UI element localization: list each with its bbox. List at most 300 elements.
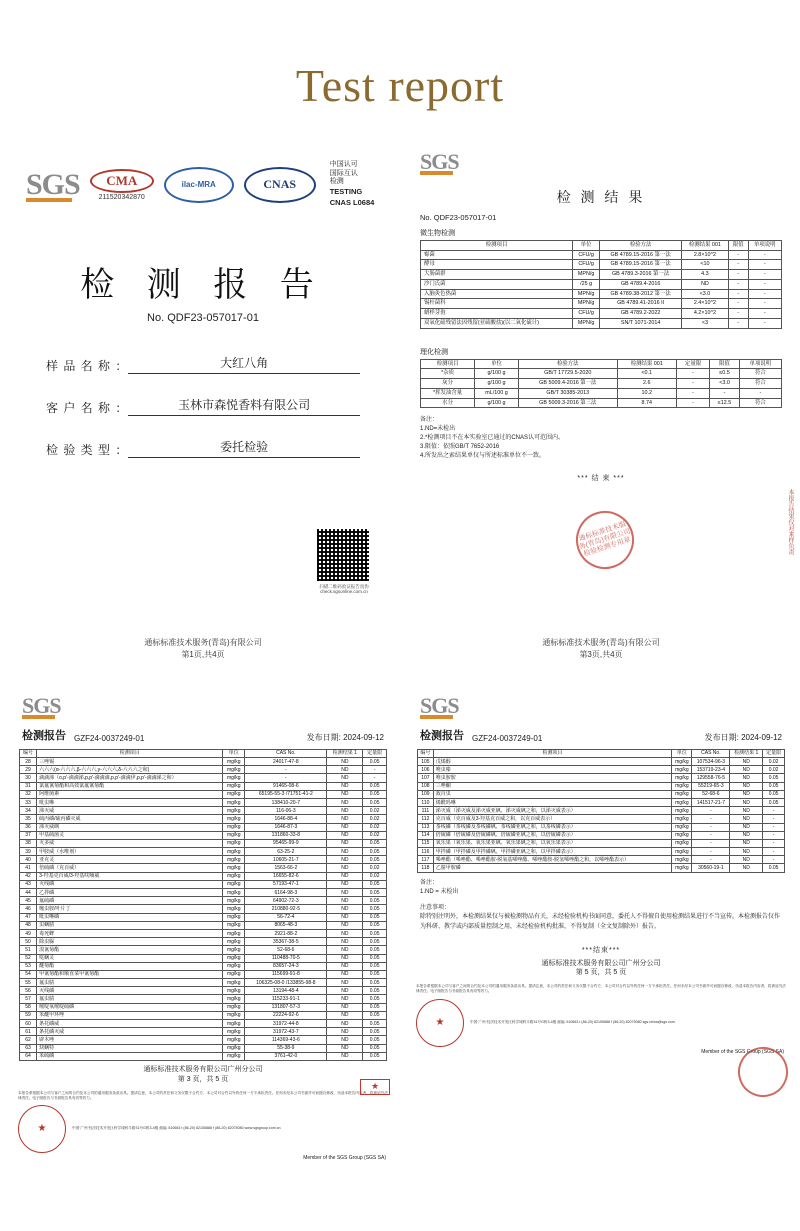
table-cell: 106325-08-0 /133855-98-8 bbox=[245, 979, 327, 987]
table-cell: 35367-38-5 bbox=[245, 938, 327, 946]
table-cell: MPN/g bbox=[573, 318, 600, 328]
table-cell: 30560-19-1 bbox=[692, 864, 730, 872]
table-cell: 吡虫啉磷 bbox=[37, 913, 223, 921]
qr-code-block[interactable] bbox=[316, 528, 372, 595]
note-line: 1.ND=未检出 bbox=[420, 426, 456, 433]
table-cell: 条托磷灭威 bbox=[37, 1028, 223, 1036]
table-cell: 114 bbox=[418, 831, 434, 839]
table-cell: - bbox=[245, 774, 327, 782]
table-cell: - bbox=[245, 766, 327, 774]
col-header: 单位 bbox=[573, 240, 600, 250]
table-cell: 氯氟氰菊酯和高效氯氟氰菊酯 bbox=[37, 782, 223, 790]
note-line: 4.所发出之索结果单仅与所述标准单位不一致。 bbox=[420, 453, 546, 460]
table-cell: mg/kg bbox=[672, 758, 692, 766]
table-cell: ND bbox=[327, 905, 363, 913]
contact-line: 中国·广州·经济技术开发区科学城科丰路31号G栋3-4楼 邮编: 510663 t (86-20) 82155888 f (86-20) 82075080 sgs.china@sgs.com bbox=[470, 1019, 675, 1024]
table-cell: mg/kg bbox=[223, 880, 245, 888]
table-cell: 符合 bbox=[739, 369, 781, 379]
table-cell: mg/kg bbox=[223, 766, 245, 774]
footer-company: 通标标准技术服务(青岛)有限公司 bbox=[144, 637, 262, 647]
table-cell: - bbox=[676, 379, 710, 389]
table-cell: ND bbox=[327, 913, 363, 921]
table-cell: ND bbox=[327, 815, 363, 823]
table-cell: 49 bbox=[20, 929, 37, 937]
table-cell: 氟虫腈 bbox=[37, 979, 223, 987]
table-cell: mg/kg bbox=[223, 848, 245, 856]
table-cell: 95465-99-9 bbox=[245, 839, 327, 847]
table-cell: 乙腈甲胺磷 bbox=[433, 864, 672, 872]
table-cell: 涕灭威 bbox=[37, 807, 223, 815]
red-star-mark: ★ bbox=[360, 1079, 390, 1095]
table-cell: 阿维菌素 bbox=[37, 790, 223, 798]
table-cell: - bbox=[728, 289, 748, 299]
table-cell: 三唑锡 bbox=[37, 758, 223, 766]
table-cell: 除虫脲 bbox=[37, 938, 223, 946]
table-row bbox=[421, 379, 782, 389]
table-row bbox=[418, 815, 785, 823]
table-cell: 亚克灵 bbox=[37, 856, 223, 864]
table-cell: 灭线磷 bbox=[37, 987, 223, 995]
qr-caption: 扫描二维码验证报告真伪 check.sgsonline.com.cn bbox=[319, 584, 369, 595]
report-label: 检测报告 bbox=[22, 729, 66, 742]
table-cell: <3 bbox=[682, 318, 729, 328]
table-cell: ND bbox=[327, 880, 363, 888]
table-cell: 入脑灸色热菌 bbox=[421, 289, 573, 299]
table-cell: ND bbox=[730, 864, 763, 872]
table-cell: 0.05 bbox=[363, 921, 387, 929]
table-cell: 0.05 bbox=[363, 987, 387, 995]
table-cell: - bbox=[748, 250, 781, 260]
table-cell: 0.05 bbox=[763, 782, 785, 790]
table-cell: 涕灭威砜 bbox=[37, 823, 223, 831]
field-value: 大红八角 bbox=[128, 354, 360, 374]
table-cell: mg/kg bbox=[672, 774, 692, 782]
table-row bbox=[20, 962, 387, 970]
table-cell: - bbox=[728, 318, 748, 328]
table-cell: 苯硫磷 bbox=[37, 1052, 223, 1060]
report-number: No. QDF23-057017-01 bbox=[420, 212, 497, 222]
table-cell: 乙拌磷 bbox=[37, 889, 223, 897]
table-cell: ND bbox=[327, 1036, 363, 1044]
table-cell: 131807-57-3 bbox=[245, 1003, 327, 1011]
table-cell: 0.05 bbox=[363, 913, 387, 921]
table-cell: 35 bbox=[20, 815, 37, 823]
table-cell: 42 bbox=[20, 872, 37, 880]
table-cell: 39 bbox=[20, 848, 37, 856]
table-cell: 52-68-6 bbox=[692, 790, 730, 798]
microbiology-table bbox=[420, 240, 782, 329]
table-row bbox=[20, 1020, 387, 1028]
table-cell: 114369-43-6 bbox=[245, 1036, 327, 1044]
field-client-name bbox=[46, 396, 360, 416]
table-cell: - bbox=[692, 839, 730, 847]
table-row bbox=[418, 839, 785, 847]
table-cell: 大肠菌群 bbox=[421, 270, 573, 280]
table-cell: ND bbox=[730, 815, 763, 823]
table-row bbox=[421, 299, 782, 309]
sgs-member-line: Member of the SGS Group (SGS SA) bbox=[701, 1048, 784, 1055]
table-cell: mg/kg bbox=[672, 848, 692, 856]
table-cell: <3.0 bbox=[682, 289, 729, 299]
table-cell: mg/kg bbox=[223, 823, 245, 831]
table-cell: 61 bbox=[20, 1028, 37, 1036]
company-seal: ★ bbox=[18, 1105, 66, 1153]
report-heading: 检 测 报 告 bbox=[80, 266, 326, 304]
table-cell: 110 bbox=[418, 798, 434, 806]
col-header: CAS No. bbox=[245, 749, 327, 757]
table-cell: 31972-43-7 bbox=[245, 1028, 327, 1036]
table-cell: mg/kg bbox=[223, 758, 245, 766]
table-cell: - bbox=[363, 774, 387, 782]
table-row bbox=[20, 807, 387, 815]
table-cell: 吡虫啉 bbox=[37, 798, 223, 806]
table-cell: 131860-33-8 bbox=[245, 831, 327, 839]
field-label: 客 户 名 称 ： bbox=[46, 400, 129, 415]
table-row bbox=[20, 774, 387, 782]
table-cell: mg/kg bbox=[223, 938, 245, 946]
col-header: 单位 bbox=[223, 749, 245, 757]
table-cell: g/100 g bbox=[475, 379, 519, 389]
table-row bbox=[418, 856, 785, 864]
table-row bbox=[418, 782, 785, 790]
table-cell: ND bbox=[327, 929, 363, 937]
table-row bbox=[20, 1003, 387, 1011]
table-cell: 55 bbox=[20, 979, 37, 987]
table-cell: - bbox=[692, 815, 730, 823]
attention-line: 除特别注明外，本检测结果仅与被检测物品有关，未经检验机构书面同意，委托人不得擅自使用检测结果进行不当宣传。本检测报告仅作为科研、教学或内部质量控制之用，未经检验机构批准，不得复制（全文复制除外）报告。 bbox=[420, 914, 781, 930]
table-row bbox=[20, 823, 387, 831]
table-cell: 氟虫腈 bbox=[37, 995, 223, 1003]
table-row bbox=[20, 921, 387, 929]
table-cell: GB 4789.2-2022 bbox=[600, 309, 682, 319]
contact-line: 中国·广州·经济技术开发区科学城科丰路31号G栋3-4楼 邮编: 510663 t (86-20) 82155888 f (86-20) 82075080 www.sgsgroup.com.cn bbox=[72, 1126, 281, 1131]
col-header: 检测项目 bbox=[37, 749, 223, 757]
table-cell: ND bbox=[327, 848, 363, 856]
table-cell: - bbox=[763, 839, 785, 847]
table-cell: - bbox=[728, 279, 748, 289]
table-cell: 13194-48-4 bbox=[245, 987, 327, 995]
table-cell: ND bbox=[730, 856, 763, 864]
table-cell: - bbox=[692, 848, 730, 856]
table-cell: mg/kg bbox=[223, 1011, 245, 1019]
table-cell: 嘧啶氧嘧啶硫磷 bbox=[37, 1003, 223, 1011]
table-cell: 111 bbox=[418, 807, 434, 815]
table-cell: mg/kg bbox=[223, 913, 245, 921]
table-cell: 灰分 bbox=[421, 379, 475, 389]
table-cell: GB 4789.3-2016 第一法 bbox=[600, 270, 682, 280]
table-cell: ND bbox=[327, 995, 363, 1003]
page3-legal-text: 本报告系根据本公司与客户之间的合约及本公司的通用服务条款出具。提请注意，本公司的责任和义务仅限于合约方，本公司对合约以外的任何一方不承担责任。任何未经本公司书面许可而擅自修改、伪造本报告内容者，将被追究法律责任。电子版报告与书面报告具有同等效力。 bbox=[18, 1090, 388, 1100]
footer-pagination: 第 5 页，共 5 页 bbox=[575, 969, 627, 977]
table-cell: 虫螨腈 bbox=[37, 921, 223, 929]
table-cell: 43 bbox=[20, 880, 37, 888]
report-page-3 bbox=[8, 687, 398, 1229]
cnas-text: 中国认可 国际互认 检测 TESTING CNAS L0684 bbox=[329, 160, 375, 207]
table-cell: 65195-55-3 /71751-41-2 bbox=[245, 790, 327, 798]
page3-header bbox=[8, 719, 398, 743]
table-row bbox=[20, 766, 387, 774]
table-cell: mL/100 g bbox=[475, 388, 519, 398]
table-cell: - bbox=[728, 309, 748, 319]
table-cell: - bbox=[728, 270, 748, 280]
footer-company: 通标标准技术服务有限公司广州分公司 bbox=[541, 959, 661, 967]
table-cell: mg/kg bbox=[223, 774, 245, 782]
sgs-logo: SGS bbox=[22, 692, 61, 718]
table-cell: ND bbox=[327, 1020, 363, 1028]
table-cell: CFU/g bbox=[573, 260, 600, 270]
col-header: 限值 bbox=[710, 359, 739, 369]
table-cell: *挥发油含量 bbox=[421, 388, 475, 398]
table-cell: 107 bbox=[418, 774, 434, 782]
table-row bbox=[20, 938, 387, 946]
table-cell: ND bbox=[327, 872, 363, 880]
table-cell: mg/kg bbox=[223, 839, 245, 847]
col-header: 定量限 bbox=[676, 359, 710, 369]
table-cell: 46 bbox=[20, 905, 37, 913]
table-cell: 0.05 bbox=[363, 995, 387, 1003]
table-row bbox=[418, 798, 785, 806]
table-cell: ND bbox=[730, 823, 763, 831]
field-sample-name bbox=[46, 354, 360, 374]
page-title: Test report bbox=[295, 59, 505, 111]
table-cell: GB 4789.15-2016 第一法 bbox=[600, 250, 682, 260]
table-cell: mg/kg bbox=[672, 839, 692, 847]
table-cell: 62 bbox=[20, 1036, 37, 1044]
table-cell: 56-72-4 bbox=[245, 913, 327, 921]
table-cell: 0.05 bbox=[363, 946, 387, 954]
table-cell: - bbox=[710, 388, 739, 398]
table-cell: ND bbox=[327, 1003, 363, 1011]
table-cell: 33 bbox=[20, 798, 37, 806]
table-cell: 条托磷威 bbox=[37, 1020, 223, 1028]
table-cell: 0.05 bbox=[363, 848, 387, 856]
table-cell: 57193-47-1 bbox=[245, 880, 327, 888]
field-label: 检 验 类 型 ： bbox=[46, 442, 129, 457]
table-cell: - bbox=[748, 279, 781, 289]
table-cell: mg/kg bbox=[223, 995, 245, 1003]
table-cell: ND bbox=[327, 1028, 363, 1036]
table-cell: 50 bbox=[20, 938, 37, 946]
table-cell: 0.05 bbox=[363, 758, 387, 766]
table-cell: 符合 bbox=[739, 379, 781, 389]
table-cell: 蜡样芽孢 bbox=[421, 309, 573, 319]
table-cell: 灭多威 bbox=[37, 839, 223, 847]
table-cell: mg/kg bbox=[223, 1003, 245, 1011]
table-cell: mg/kg bbox=[672, 831, 692, 839]
table-cell: 3761-42-0 bbox=[245, 1052, 327, 1060]
table-cell: 0.05 bbox=[363, 1028, 387, 1036]
sgs-logo: SGS bbox=[420, 692, 459, 718]
table-cell: ND bbox=[327, 856, 363, 864]
table-cell: mg/kg bbox=[672, 766, 692, 774]
table-cell: 59 bbox=[20, 1011, 37, 1019]
table-cell: CFU/g bbox=[573, 250, 600, 260]
table-row bbox=[20, 848, 387, 856]
table-cell: mg/kg bbox=[223, 954, 245, 962]
table-cell: mg/kg bbox=[223, 979, 245, 987]
table-cell: 水分 bbox=[421, 398, 475, 408]
table-cell: 酵母 bbox=[421, 260, 573, 270]
table-cell: 116 bbox=[418, 848, 434, 856]
table-cell: 118 bbox=[418, 864, 434, 872]
table-cell: 48 bbox=[20, 921, 37, 929]
table-cell: 141517-21-7 bbox=[692, 798, 730, 806]
table-cell: 37 bbox=[20, 831, 37, 839]
qr-code-icon[interactable] bbox=[316, 528, 370, 582]
issue-date: 发布日期: 2024-09-12 bbox=[306, 732, 384, 742]
table-cell: mg/kg bbox=[223, 970, 245, 978]
table-row bbox=[421, 398, 782, 408]
table-cell: 0.02 bbox=[363, 815, 387, 823]
table-row bbox=[418, 807, 785, 815]
table-cell: 唯虫嗪 bbox=[433, 766, 672, 774]
table-row bbox=[20, 880, 387, 888]
table-cell: 灭线磷 bbox=[37, 880, 223, 888]
table-cell: ND bbox=[327, 766, 363, 774]
table-cell: ND bbox=[730, 807, 763, 815]
table-cell: 115 bbox=[418, 839, 434, 847]
table-cell: 52 bbox=[20, 954, 37, 962]
table-cell: 47 bbox=[20, 913, 37, 921]
table-cell: - bbox=[748, 309, 781, 319]
table-cell: 41 bbox=[20, 864, 37, 872]
table-cell: mg/kg bbox=[223, 782, 245, 790]
table-header-row bbox=[418, 749, 785, 757]
table-row bbox=[20, 905, 387, 913]
col-header: 检测项目 bbox=[421, 240, 573, 250]
table-cell: ND bbox=[327, 790, 363, 798]
table-cell: 8065-48-3 bbox=[245, 921, 327, 929]
table-cell: 0.02 bbox=[763, 758, 785, 766]
table-cell: 戊烯醇 bbox=[433, 758, 672, 766]
table-cell: mg/kg bbox=[223, 807, 245, 815]
table-cell: 115699-91-8 bbox=[245, 970, 327, 978]
table-cell: 105 bbox=[418, 758, 434, 766]
page2-notes bbox=[420, 416, 782, 461]
table-row bbox=[20, 1044, 387, 1052]
table-row bbox=[421, 250, 782, 260]
pesticide-table-page4 bbox=[417, 749, 785, 873]
table-cell: mg/kg bbox=[223, 921, 245, 929]
table-cell: ND bbox=[327, 823, 363, 831]
table-cell: 54 bbox=[20, 970, 37, 978]
table-cell: 0.02 bbox=[363, 831, 387, 839]
table-cell: 0.05 bbox=[363, 889, 387, 897]
col-header: 单项说明 bbox=[748, 240, 781, 250]
table-cell: 烯酰吗啉 bbox=[433, 798, 672, 806]
table-cell: 0.05 bbox=[363, 880, 387, 888]
table-row bbox=[20, 946, 387, 954]
table-cell: 锡杆菌科 bbox=[421, 299, 573, 309]
table-cell: 112 bbox=[418, 815, 434, 823]
table-cell: 0.05 bbox=[363, 839, 387, 847]
table-cell: GB 5009.3-2016 第三法 bbox=[518, 398, 617, 408]
col-header: CAS No. bbox=[692, 749, 730, 757]
table-cell: 0.05 bbox=[363, 1011, 387, 1019]
table-cell: 甲拌磷（甲拌磷及甲拌磷砜、甲拌磷亚砜之和，以甲拌磷表示） bbox=[433, 848, 672, 856]
col-header: 检验方法 bbox=[600, 240, 682, 250]
table-cell: 4.3 bbox=[682, 270, 729, 280]
table-row bbox=[421, 388, 782, 398]
table-row bbox=[20, 872, 387, 880]
table-cell: g/100 g bbox=[475, 369, 519, 379]
table-cell: - bbox=[363, 766, 387, 774]
side-red-note: 本报告结果仅对来样负责 bbox=[787, 488, 793, 555]
table-cell: 0.05 bbox=[363, 1044, 387, 1052]
table-cell: 0.05 bbox=[763, 864, 785, 872]
table-cell: 28 bbox=[20, 758, 37, 766]
report-page-1 bbox=[8, 139, 398, 679]
table-cell: - bbox=[763, 856, 785, 864]
table-row bbox=[20, 815, 387, 823]
table-cell: 113 bbox=[418, 823, 434, 831]
table-row bbox=[418, 774, 785, 782]
report-page-2 bbox=[406, 139, 796, 679]
table-cell: ND bbox=[327, 798, 363, 806]
table-cell: mg/kg bbox=[223, 864, 245, 872]
table-row bbox=[20, 913, 387, 921]
table-row bbox=[20, 782, 387, 790]
table-cell: mg/kg bbox=[672, 807, 692, 815]
footer-company: 通标标准技术服务有限公司广州分公司 bbox=[143, 1065, 263, 1073]
page2-footer bbox=[406, 637, 796, 661]
col-header: 单位 bbox=[672, 749, 692, 757]
table-cell: 炔螨特 bbox=[37, 1044, 223, 1052]
table-cell: 110488-70-5 bbox=[245, 954, 327, 962]
table-cell: 1646-87-3 bbox=[245, 823, 327, 831]
col-header: 检测项目 bbox=[421, 359, 475, 369]
col-header: 定量限 bbox=[363, 749, 387, 757]
sgs-logo: SGS bbox=[26, 167, 80, 201]
table-cell: ND bbox=[730, 839, 763, 847]
table-cell: ND bbox=[327, 946, 363, 954]
table-cell: ND bbox=[327, 774, 363, 782]
table-row bbox=[20, 1011, 387, 1019]
notes-title: 备注： bbox=[420, 417, 439, 424]
table-cell: 2.4×10^2 bbox=[682, 299, 729, 309]
table-cell: 0.02 bbox=[363, 823, 387, 831]
table-row bbox=[20, 897, 387, 905]
table-cell: ≤0.5 bbox=[710, 369, 739, 379]
table-row bbox=[418, 758, 785, 766]
table-cell: <0.1 bbox=[617, 369, 676, 379]
ilac-label: ilac-MRA bbox=[164, 167, 234, 203]
table-cell: ND bbox=[327, 839, 363, 847]
col-header: 限值 bbox=[728, 240, 748, 250]
table-cell: 0.02 bbox=[363, 872, 387, 880]
table-cell: - bbox=[748, 260, 781, 270]
table-row bbox=[20, 954, 387, 962]
col-header: 编号 bbox=[20, 749, 37, 757]
table-cell: 3-羟基克百威/3-羟基呋喃威 bbox=[37, 872, 223, 880]
table-cell: ND bbox=[327, 831, 363, 839]
table-cell: 1563-66-2 bbox=[245, 864, 327, 872]
table-cell: ND bbox=[730, 758, 763, 766]
table-cell: ND bbox=[682, 279, 729, 289]
table-cell: mg/kg bbox=[223, 815, 245, 823]
table-cell: ND bbox=[327, 1011, 363, 1019]
page3-footer bbox=[8, 1065, 398, 1085]
table-cell: ND bbox=[327, 987, 363, 995]
table-row bbox=[20, 758, 387, 766]
table-cell: ND bbox=[730, 782, 763, 790]
table-row bbox=[418, 831, 785, 839]
table-cell: 0.05 bbox=[363, 962, 387, 970]
table-row bbox=[20, 798, 387, 806]
footer-pagination: 第 3 页，共 5 页 bbox=[177, 1075, 229, 1083]
table-cell: 克百威（克百威及3-羟基克百威之和，以克百威表示） bbox=[433, 815, 672, 823]
table-cell: mg/kg bbox=[223, 1028, 245, 1036]
